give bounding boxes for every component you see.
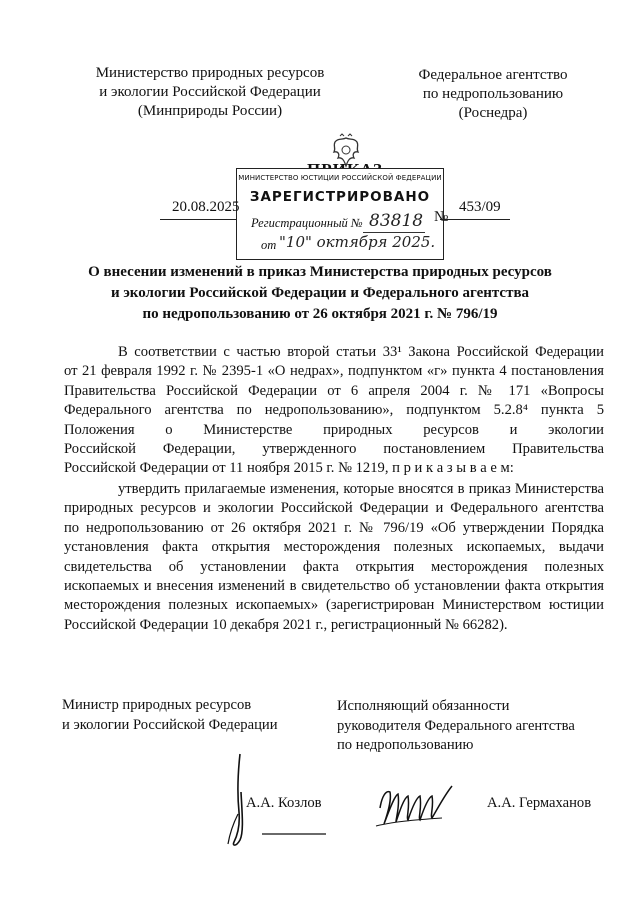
order-date: 20.08.2025: [172, 199, 240, 215]
p1-line: от 21 февраля 1992 г. № 2395-1 «О недрах», подпунктом «г» пункта 4 постановления: [64, 363, 604, 380]
header-left: [80, 64, 340, 121]
number-underline: [440, 219, 510, 220]
p1-line: Положения о Министерстве природных ресурсов и экологии: [64, 421, 604, 438]
paragraph-order: [64, 480, 604, 635]
header-left-line3: (Минприроды России): [137, 103, 283, 119]
header-left-line1: Министерство природных ресурсов: [95, 65, 325, 81]
signature-right-mark: [372, 778, 472, 838]
title-line1: О внесении изменений в приказ Министерства природных ресурсов: [88, 264, 552, 280]
p2-line: по недропользованию от 26 октября 2021 г. № 796/19 «Об утверждении Порядка: [64, 519, 604, 536]
p2-line: утвердить прилагаемые изменения, которые вносятся в приказ Министерства: [118, 481, 604, 497]
p1-line: Российской Федерации, утвержденного постановлением Правительства: [64, 441, 604, 458]
order-number: 453/09: [459, 199, 501, 215]
signature-left-line2: и экологии Российской Федерации: [62, 716, 278, 733]
p2-line: природных ресурсов и экологии Российской Федерации и Федерального агентства: [64, 500, 604, 517]
stamp-ministry: МИНИСТЕРСТВО ЮСТИЦИИ РОССИЙСКОЙ ФЕДЕРАЦИИ: [238, 174, 442, 182]
signature-left-line1: Министр природных ресурсов: [62, 697, 252, 713]
header-left-line2: и экологии Российской Федерации: [99, 84, 321, 100]
p2-line: установления факта открытия месторождения полезных ископаемых, выдачи: [64, 539, 604, 556]
p2-line: ископаемых и внесения изменений в свидетельство об установлении факта открытия: [64, 578, 604, 595]
p2-line: свидетельства об установлении факта открытия месторождения полезных: [64, 558, 604, 575]
stamp-date-label: от: [261, 238, 277, 252]
p2-line: месторождения полезных ископаемых» (зарегистрирован Министерством юстиции: [64, 597, 604, 614]
stamp-status: ЗАРЕГИСТРИРОВАНО: [249, 189, 431, 205]
stamp-reg-number: 83818: [369, 211, 424, 231]
title-line2: и экологии Российской Федерации и Федерального агентства: [110, 285, 530, 301]
signature-right-title: [337, 697, 575, 756]
signature-right-line1: Исполняющий обязанности: [337, 698, 510, 714]
header-right-line1: Федеральное агентство: [418, 67, 568, 83]
signature-left-title: [62, 696, 278, 735]
stamp-reg-label: Регистрационный №: [251, 216, 363, 230]
date-underline: [160, 219, 236, 220]
signature-right-line3: по недропользованию: [337, 737, 474, 753]
p1-line: В соответствии с частью второй статьи 33¹ Закона Российской Федерации: [118, 344, 604, 360]
header-right-line3: (Роснедра): [458, 105, 528, 121]
signature-right-name: А.А. Гермаханов: [487, 795, 592, 811]
p2-line: Российской Федерации 10 декабря 2021 г., регистрационный № 66282).: [64, 616, 508, 633]
registration-stamp: [236, 168, 444, 260]
signature-left-name: А.А. Козлов: [246, 795, 322, 811]
header-right: [388, 66, 598, 123]
document-title: [0, 262, 640, 325]
p1-line: Федерального агентства по недропользованию», подпунктом 5.2.8⁴ пункта 5: [64, 402, 604, 419]
header-right-line2: по недропользованию: [422, 86, 564, 102]
signature-right-line2: руководителя Федерального агентства: [337, 717, 575, 734]
title-line3: по недропользованию от 26 октября 2021 г. № 796/19: [142, 306, 498, 322]
stamp-date-value: "10" октября 2025.: [279, 233, 436, 251]
number-sign: №: [434, 209, 449, 225]
p1-line: Российской Федерации от 11 ноября 2015 г. № 1219, п р и к а з ы в а е м:: [64, 460, 514, 477]
p1-line: Правительства Российской Федерации от 6 апреля 2004 г. № 171 «Вопросы: [64, 382, 604, 399]
paragraph-preamble: [64, 343, 604, 479]
